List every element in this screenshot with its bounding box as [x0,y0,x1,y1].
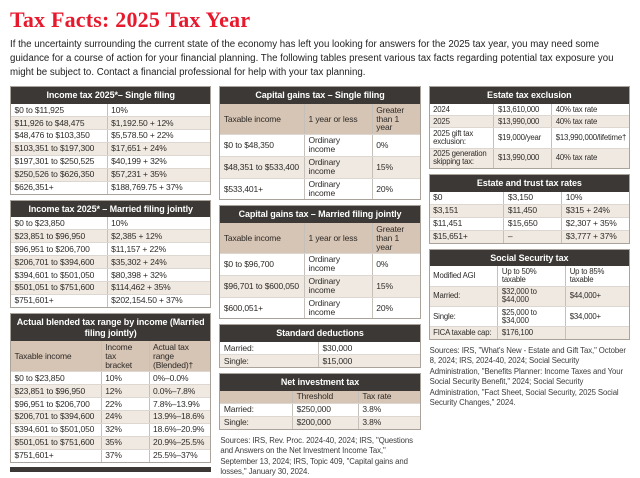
column-header-cell: Up to 50% taxable [497,266,565,285]
table-cell: $0 to $96,700 [223,258,274,269]
table-cell: $15,651+ [433,231,468,242]
table-cell: $19,000/year [493,128,551,147]
table-cell: 0% [372,135,420,156]
column-header-cell: Taxable income [223,113,281,124]
table-row [11,397,210,410]
table-cell: $80,398 + 32% [107,269,211,281]
table-cell: 2025 [433,116,450,126]
table-cell: $3,150 [503,192,561,204]
table-cell: $17,651 + 24% [107,143,211,155]
table-title-income-tax-single: Income tax 2025*– Single filing [11,87,210,104]
table-row [430,204,629,217]
sources-note: Sources: IRS, Rev. Proc. 2024-40, 2024; IRS, "Questions and Answers on the Net Investment Income Tax," September 13, 2024; IRS, Topic 409, "Capital gains and losses," January 30, 2024. [220,435,413,477]
table-row [11,229,210,242]
table-row [11,104,210,116]
table-cell: FICA taxable cap: [433,327,492,337]
table-cell: 0.0%–7.8% [149,385,211,397]
column-header-cell [220,391,292,403]
table-cell: 0%–0.0% [149,372,211,384]
table-cell: $3,151 [433,205,459,216]
table-cell: $202,154.50 + 37% [107,295,211,307]
table-cell [565,327,629,338]
column-header-row [430,266,629,285]
table-row [11,155,210,168]
table-cell: $533,401+ [223,183,263,194]
table-cell: – [503,231,561,243]
table-cell: $25,000 to $34,000 [497,307,565,326]
table-social-security-tax [429,249,630,340]
table-income-tax-single [10,86,211,194]
table-cell: $32,000 to $44,000 [497,287,565,306]
table-cell: $751,601+ [14,295,54,306]
table-cell: $15,650 [503,218,561,230]
column-header-cell: Taxable income [14,350,72,361]
table-row [430,286,629,306]
table-capital-gains-single [219,86,420,200]
table-cell: Ordinary income [304,298,372,319]
column-header-row [220,391,419,403]
table-cell: $206,701 to $394,600 [14,411,95,422]
table-row [11,116,210,129]
table-title-capital-gains-single: Capital gains tax – Single filing [220,87,419,104]
table-income-tax-married [10,200,211,308]
table-row [11,294,210,307]
table-cell: $103,351 to $197,300 [14,143,95,154]
table-cell: $13,990,000 [493,116,551,127]
table-cell: 25.5%–37% [149,450,211,462]
table-title-net-investment-tax: Net investment tax [220,374,419,391]
table-cell: $96,951 to $206,700 [14,243,90,254]
column-header-cell: 1 year or less [304,104,372,134]
table-cell: 20.9%–25.5% [149,437,211,449]
table-cell: $0 to $23,850 [14,217,65,228]
table-cell: Single: [223,417,249,428]
table-cell: $96,701 to $600,050 [223,280,299,291]
table-cell: 15% [372,157,420,178]
table-row [430,306,629,326]
table-cell: $250,000 [292,404,358,416]
table-cell: 35% [101,437,149,449]
table-cell: 20% [372,179,420,200]
table-cell: 2024 [433,104,450,114]
table-cell: Married: [223,342,254,353]
table-net-investment-tax [219,373,420,430]
column-header-cell: Up to 85% taxable [565,266,629,285]
table-cell: 40% tax rate [551,149,629,168]
table-estate-trust-tax-rates [429,174,630,243]
table-cell: Married: [223,404,254,415]
table-cell: $48,351 to $533,400 [223,161,299,172]
table-cell: $40,199 + 32% [107,156,211,168]
table-row [430,192,629,204]
column-header-row [11,341,210,371]
column-header-cell: Greater than 1 year [372,223,420,253]
table-title-estate-tax-exclusion: Estate tax exclusion [430,87,629,104]
column-header-cell: Modified AGI [433,270,476,280]
table-blended-tax-range [10,313,211,463]
table-row [430,104,629,115]
table-cell: $501,051 to $751,600 [14,282,95,293]
table-title-estate-trust-tax-rates: Estate and trust tax rates [430,175,629,192]
sources-note: Sources: IRS, "What's New - Estate and Gift Tax," October 8, 2024; IRS, 2024-40, 2024; Social Security Administration, "Benefits Planner: Income Taxes and Your Social Security Benefit," 2024; Social Security Administration, "Fact Sheet, Social Security, 2025 Social Security Changes," 2024. [429,345,626,408]
table-cell: Single: [223,355,249,366]
table-row [11,142,210,155]
table-row [220,134,419,156]
table-row [220,342,419,354]
table-cell: $96,951 to $206,700 [14,398,90,409]
table-cell: $15,000 [318,355,420,367]
table-cell: $3,777 + 37% [561,231,629,243]
table-cell: 40% tax rate [551,116,629,127]
table-cell: 18.6%–20.9% [149,424,211,436]
table-row [11,181,210,194]
table-cell: $0 to $48,350 [223,139,274,150]
table-cell: $394,601 to $501,050 [14,269,95,280]
table-row [11,268,210,281]
table-cell: Single: [433,311,456,321]
table-cell: Ordinary income [304,276,372,297]
table-cell: 20% [372,298,420,319]
table-row [220,403,419,416]
table-cell: 10% [107,104,211,116]
table-row [430,230,629,243]
table-cell: Ordinary income [304,179,372,200]
column-header-cell: 1 year or less [304,223,372,253]
table-cell: $2,307 + 35% [561,218,629,230]
table-cell: $0 to $23,850 [14,372,65,383]
table-row [220,275,419,297]
table-cell: $13,990,000/lifetime† [551,128,629,147]
table-row [430,326,629,338]
table-cell: 3.8% [358,404,420,416]
table-cell: 12% [101,385,149,397]
table-cell: $501,051 to $751,600 [14,437,95,448]
table-cell: $30,000 [318,342,420,354]
table-row [11,217,210,229]
table-cell: $114,462 + 35% [107,282,211,294]
table-cell: $11,451 [433,218,463,229]
table-row [220,297,419,319]
table-row [430,217,629,230]
table-cell: 15% [372,276,420,297]
table-cell: Ordinary income [304,254,372,275]
table-row [220,416,419,429]
table-cell: $23,851 to $96,950 [14,385,86,396]
table-row [11,242,210,255]
table-cell: $13,990,000 [493,149,551,168]
table-row [220,178,419,200]
table-cell: Married: [433,291,461,301]
table-cell: Ordinary income [304,157,372,178]
table-cell: Ordinary income [304,135,372,156]
table-cell: $11,926 to $48,475 [14,117,85,128]
table-cell: $57,231 + 35% [107,169,211,181]
table-row [11,384,210,397]
table-cell: $0 [433,192,443,203]
table-title-social-security-tax: Social Security tax [430,250,629,267]
column-header-cell: Threshold [292,391,358,403]
table-cell: $315 + 24% [561,205,629,217]
page-title: Tax Facts: 2025 Tax Year [10,7,251,32]
table-row [220,156,419,178]
table-cell: $394,601 to $501,050 [14,424,95,435]
column-header-row [220,104,419,134]
table-cell: $11,450 [503,205,561,217]
table-cell: 13.9%–18.6% [149,411,211,423]
table-row [11,281,210,294]
table-standard-deductions [219,324,420,368]
table-row [430,115,629,127]
table-cell: 37% [101,450,149,462]
column-right [429,86,630,408]
column-header-cell: Tax rate [358,391,420,403]
table-row [11,168,210,181]
intro-paragraph: If the uncertainty surrounding the current state of the economy has left you looking for answers for the 2025 tax year, you may need some guidance for a course of action for your financial planning. The following tables present various tax facts regarding potential tax exposure you might be subject to. Contact a financial professional for help with your tax planning. [10,39,614,78]
table-cell: $751,601+ [14,450,54,461]
tables-grid [10,86,630,477]
table-row [430,127,629,147]
table-cell: 3.8% [358,417,420,429]
table-cell: $626,351+ [14,182,54,193]
table-cell: 0% [372,254,420,275]
table-cell: 2025 generation skipping tax: [433,149,487,167]
column-middle [219,86,420,477]
table-cell: $48,476 to $103,350 [14,130,90,141]
table-row [11,371,210,384]
table-cell: $0 to $11,925 [14,104,64,115]
table-cell: 32% [101,424,149,436]
table-cell: $13,610,000 [493,104,551,115]
table-cell: 22% [101,398,149,410]
table-cell: 10% [107,217,211,229]
table-cell: $11,157 + 22% [107,243,211,255]
table-cell: $35,302 + 24% [107,256,211,268]
table-cell: $188,769.75 + 37% [107,182,211,194]
table-cell: $176,100 [497,327,565,338]
table-row [220,354,419,367]
table-capital-gains-married [219,205,420,319]
table-cell: 40% tax rate [551,104,629,115]
table-cell: 24% [101,411,149,423]
table-cell: $250,526 to $626,350 [14,169,95,180]
table-title-standard-deductions: Standard deductions [220,325,419,342]
column-header-cell: Greater than 1 year [372,104,420,134]
table-cell: $5,578.50 + 22% [107,130,211,142]
table-cell: $600,051+ [223,302,263,313]
column-header-cell: Income tax bracket [101,341,149,371]
table-row [11,410,210,423]
table-row [430,148,629,168]
table-cell: $2,385 + 12% [107,230,211,242]
table-cell: 2025 gift tax exclusion: [433,128,474,147]
table-cell: $44,000+ [565,287,629,306]
table-cell: $200,000 [292,417,358,429]
table-cell: $197,301 to $250,525 [14,156,95,167]
cutoff-bar [10,467,211,472]
column-left [10,86,211,471]
column-header-row [220,223,419,253]
table-cell: 10% [101,372,149,384]
table-title-blended-tax-range: Actual blended tax range by income (Married filing jointly) [11,314,210,342]
table-row [11,255,210,268]
table-cell: $23,851 to $96,950 [14,230,86,241]
table-estate-tax-exclusion [429,86,630,169]
table-cell: $34,000+ [565,307,629,326]
table-row [11,129,210,142]
column-header-cell: Actual tax range (Blended)† [149,341,211,371]
column-header-cell: Taxable income [223,232,281,243]
table-cell: $1,192.50 + 12% [107,117,211,129]
table-title-capital-gains-married: Capital gains tax – Married filing jointly [220,206,419,223]
table-row [220,253,419,275]
table-cell: $206,701 to $394,600 [14,256,95,267]
table-row [11,423,210,436]
table-title-income-tax-married: Income tax 2025* – Married filing jointly [11,201,210,218]
table-row [11,436,210,449]
table-row [11,449,210,462]
table-cell: 7.8%–13.9% [149,398,211,410]
table-cell: 10% [561,192,629,204]
